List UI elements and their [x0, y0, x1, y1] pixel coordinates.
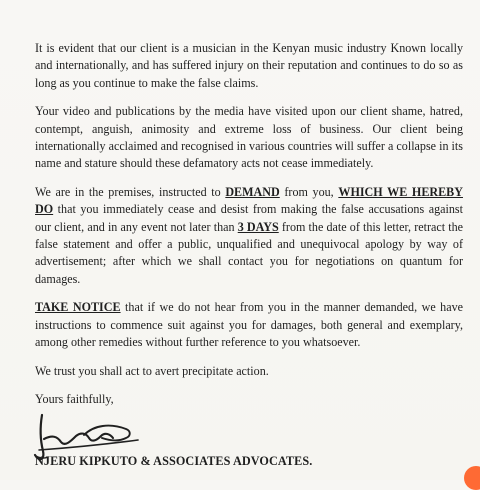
closing-line: Yours faithfully, — [35, 391, 114, 406]
paragraph-notice — [35, 299, 463, 351]
paragraph-demand — [35, 184, 463, 288]
paragraph-reputation: It is evident that our client is a musician in the Kenyan music industry Known locally and internationally, and has suffered injury on their reputation and continues to do so as long as you continue to make the false claims. — [35, 41, 463, 90]
demand-text-part-4: from the date of this letter, retract the false statement and offer a public, unqualified and unequivocal apology by way of advertisement; after which we shall contact you for negotiations on quantum for damages. — [35, 219, 463, 286]
paragraph-final-warning: We trust you shall act to avert precipitate action. — [35, 363, 269, 378]
corner-accent — [464, 466, 480, 490]
demand-emphasis: DEMAND — [225, 184, 280, 199]
hereby-emphasis: WHICH WE HEREBY DO — [35, 184, 463, 217]
demand-text-part-1: We are in the premises, instructed to — [35, 184, 226, 199]
paragraph-damages: Your video and publications by the media have visited upon our client shame, hatred, contempt, anguish, animosity and extreme loss of business. Our client being internationally acclaimed and recognised in various countries will suffer a collapse in its name and stature should these defamatory acts not cease immediately. — [35, 104, 463, 171]
law-firm-name: NJERU KIPKUTO & ASSOCIATES ADVOCATES. — [35, 454, 313, 468]
notice-text: that if we do not hear from you in the manner demanded, we have instructions to commence suit against you for damages, both general and exemplary, among other remedies without further reference to you whatsoever. — [35, 300, 463, 350]
demand-text-part-3: that you immediately cease and desist from making the false accusations against our client, and in any event not later than — [35, 202, 463, 234]
letter-body — [35, 40, 463, 419]
days-emphasis: 3 DAYS — [237, 219, 279, 234]
demand-text-part-2: from you, — [279, 184, 339, 199]
take-notice-emphasis: TAKE NOTICE — [35, 300, 121, 315]
